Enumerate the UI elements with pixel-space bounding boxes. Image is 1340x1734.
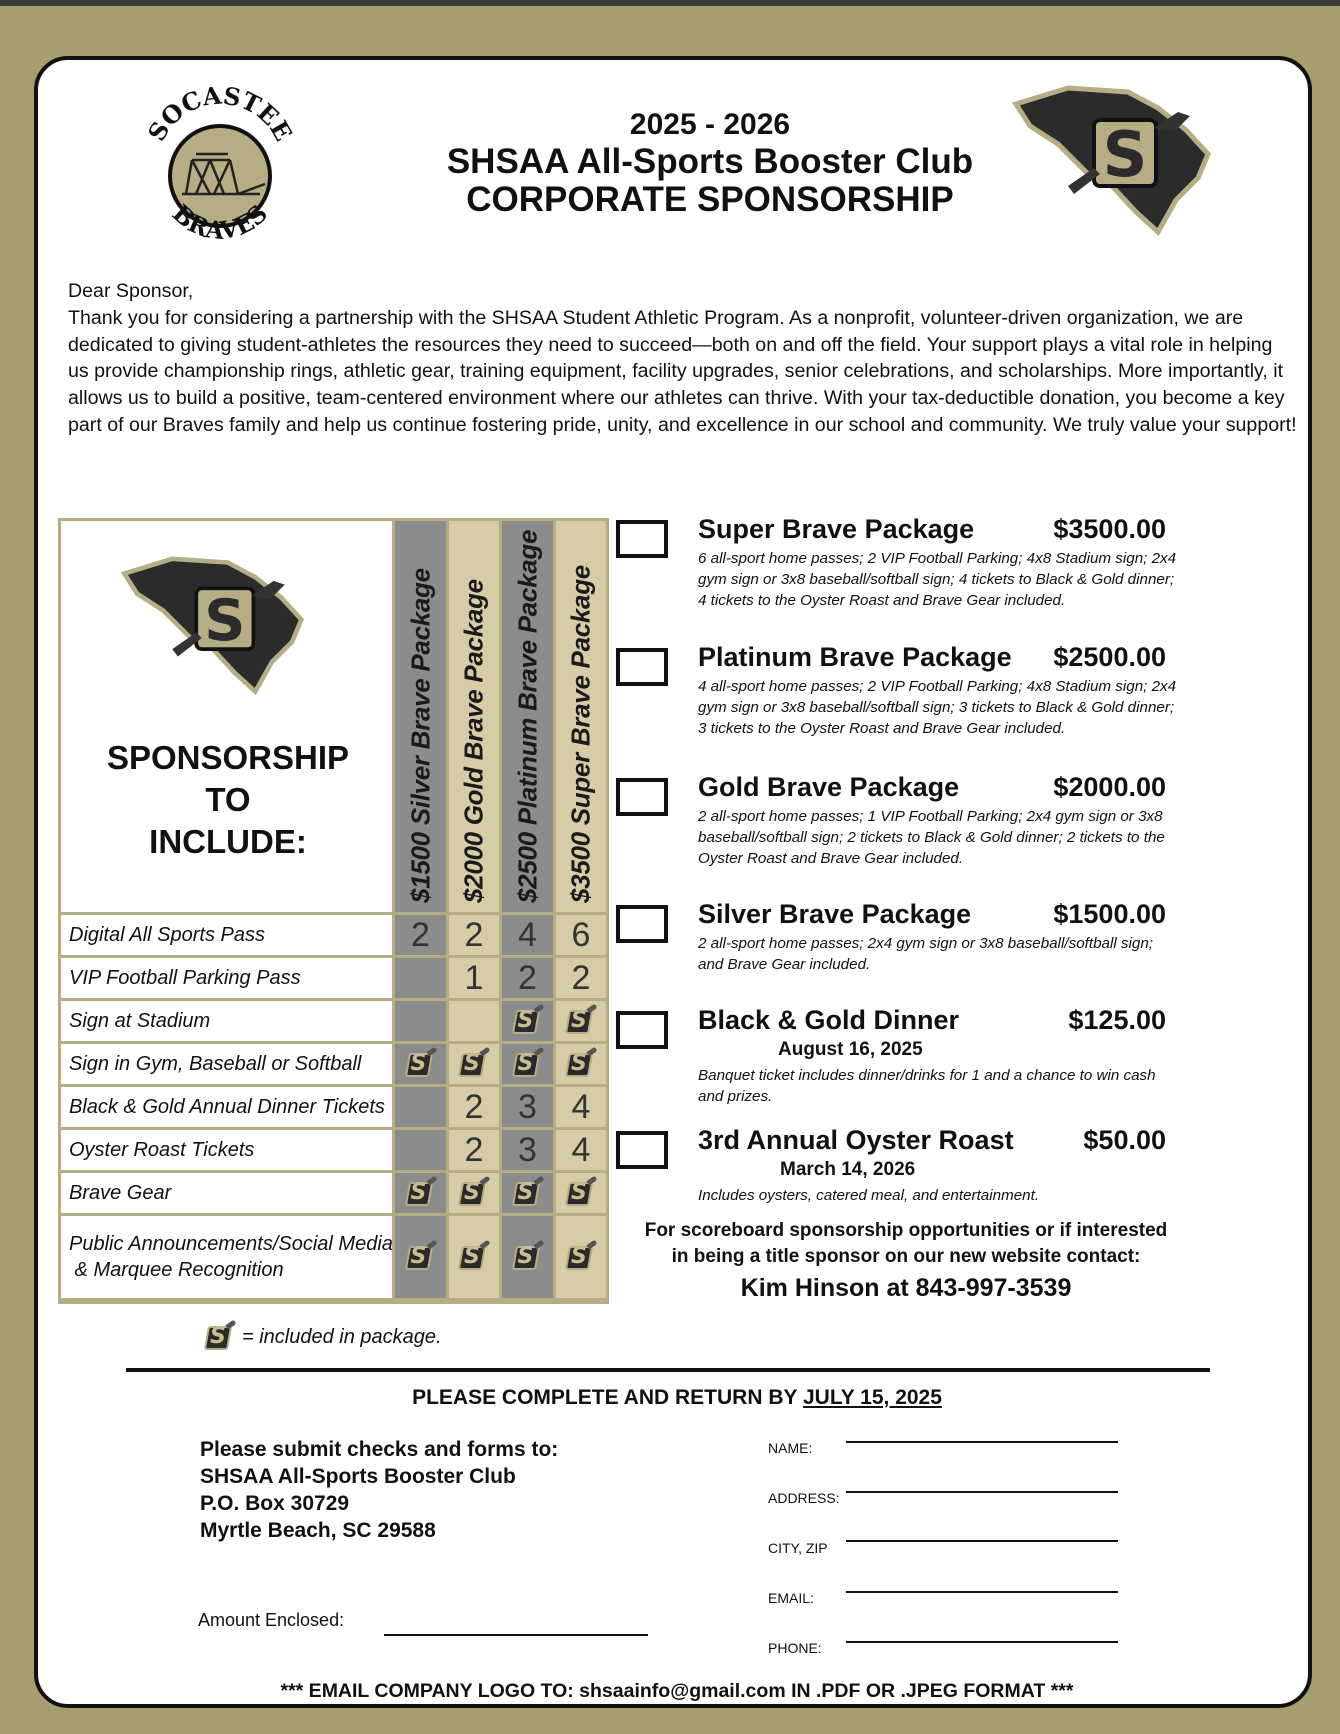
return-date: JULY 15, 2025 xyxy=(802,1386,942,1409)
table-row-label: Brave Gear xyxy=(61,1173,395,1216)
event-date: March 14, 2026 xyxy=(780,1159,916,1180)
package-checkbox[interactable] xyxy=(616,778,668,816)
submit-address: Please submit checks and forms to: SHSAA All-Sports Booster Club P.O. Box 30729 Myrtle Beach, SC 29588 xyxy=(200,1438,559,1542)
form-field-label: EMAIL: xyxy=(768,1590,814,1606)
table-cell: 2 xyxy=(556,958,606,1001)
package-price: $3500.00 xyxy=(1053,514,1166,544)
package-name: Silver Brave Package xyxy=(698,899,972,929)
package-option xyxy=(616,640,1306,750)
package-description: 4 all-sport home passes; 2 VIP Football Parking; 4x8 Stadium sign; 2x4 gym sign or 3x8 baseball/softball sign; 3 tickets to Black & Gold dinner; 3 tickets to the Oyster Roast and Brave Gear included. xyxy=(698,678,1177,737)
table-cell xyxy=(556,1044,606,1087)
sponsor-letter xyxy=(68,278,1298,439)
included-s-icon: S xyxy=(512,1006,544,1036)
sponsorship-title: SPONSORSHIP TO INCLUDE: xyxy=(106,739,350,860)
included-s-icon: S xyxy=(512,1178,544,1208)
included-s-icon: S xyxy=(512,1049,544,1079)
package-option xyxy=(616,512,1306,622)
package-description: 6 all-sport home passes; 2 VIP Football Parking; 4x8 Stadium sign; 2x4 gym sign or 3x8 baseball/softball sign; 4 tickets to Black & Gold dinner; 4 tickets to the Oyster Roast and Brave Gear included. xyxy=(698,550,1177,609)
return-deadline: PLEASE COMPLETE AND RETURN BY JULY 15, 2025 xyxy=(412,1386,942,1409)
table-cell xyxy=(502,1173,553,1216)
package-column-label: $2500 Platinum Brave Package xyxy=(512,529,542,903)
form-field-label: PHONE: xyxy=(768,1640,822,1656)
table-cell xyxy=(395,1216,446,1301)
package-name: Super Brave Package xyxy=(698,514,975,544)
package-option xyxy=(616,1003,1306,1113)
table-cell: 2 xyxy=(449,915,499,958)
included-s-icon: S xyxy=(458,1242,490,1272)
package-checkbox[interactable] xyxy=(616,905,668,943)
table-cell: 2 xyxy=(502,958,553,1001)
seal-bottom-text: BRAVES xyxy=(166,198,274,245)
package-checkbox[interactable] xyxy=(616,520,668,558)
sc-state-braves-logo-small xyxy=(117,543,329,711)
package-checkbox[interactable] xyxy=(616,1011,668,1049)
included-s-icon: S xyxy=(565,1049,597,1079)
socastee-braves-seal-logo xyxy=(130,74,310,254)
package-name: 3rd Annual Oyster Roast xyxy=(698,1125,1014,1155)
form-field-input[interactable] xyxy=(846,1540,1118,1542)
legend-text: = included in package. xyxy=(242,1325,442,1348)
package-price: $2500.00 xyxy=(1053,642,1166,672)
table-cell xyxy=(556,1001,606,1044)
table-row-label: Black & Gold Annual Dinner Tickets xyxy=(61,1087,395,1130)
top-border xyxy=(0,0,1340,6)
table-row-label: Oyster Roast Tickets xyxy=(61,1130,395,1173)
table-cell xyxy=(449,1173,499,1216)
form-field-input[interactable] xyxy=(846,1591,1118,1593)
table-cell: 2 xyxy=(449,1130,499,1173)
package-description: 2 all-sport home passes; 1 VIP Football Parking; 2x4 gym sign or 3x8 baseball/softball sign; 2 tickets to Black & Gold dinner; 2 tickets to the Oyster Roast and Brave Gear included. xyxy=(698,808,1165,867)
table-row-label: Sign in Gym, Baseball or Softball xyxy=(61,1044,395,1087)
amount-enclosed-field[interactable] xyxy=(384,1634,648,1636)
contact-name-phone: Kim Hinson at 843-997-3539 xyxy=(740,1274,1072,1302)
included-s-icon: S xyxy=(512,1242,544,1272)
table-cell: 4 xyxy=(502,915,553,958)
letter-body: Thank you for considering a partnership with the SHSAA Student Athletic Program. As a nonprofit, volunteer-driven organization, we are dedicated to giving student-athletes the resources they need to succeed—both on and off the field. Your support plays a vital role in helping us provide championship rings, athletic gear, training equipment, facility upgrades, senior celebrations, and scholarships. More importantly, it allows us to build a positive, team-centered environment where our athletes can thrive. With your tax-deductible donation, you become a key part of our Braves family and help us continue fostering pride, unity, and excellence in our school and community. We truly value your support! xyxy=(68,306,1297,436)
package-checkbox[interactable] xyxy=(616,1131,668,1169)
table-cell xyxy=(449,1001,499,1044)
table-cell: 6 xyxy=(556,915,606,958)
package-option xyxy=(616,897,1306,1007)
package-price: $50.00 xyxy=(1083,1125,1166,1155)
table-cell xyxy=(395,1130,446,1173)
table-cell: 2 xyxy=(449,1087,499,1130)
table-cell xyxy=(395,1087,446,1130)
included-s-icon: S xyxy=(565,1006,597,1036)
table-cell: 2 xyxy=(395,915,446,958)
footer-email-note: *** EMAIL COMPANY LOGO TO: shsaainfo@gmail.com IN .PDF OR .JPEG FORMAT *** xyxy=(280,1680,1074,1702)
table-cell xyxy=(502,1044,553,1087)
table-cell xyxy=(395,958,446,1001)
table-header-cell xyxy=(61,521,395,915)
included-s-icon: S xyxy=(565,1178,597,1208)
table-cell: 3 xyxy=(502,1130,553,1173)
table-row-label: Sign at Stadium xyxy=(61,1001,395,1044)
table-cell xyxy=(395,1044,446,1087)
table-cell: 3 xyxy=(502,1087,553,1130)
amount-enclosed-label: Amount Enclosed: xyxy=(198,1610,345,1630)
table-row-label: Digital All Sports Pass xyxy=(61,915,395,958)
form-field-label: CITY, ZIP xyxy=(768,1540,828,1556)
table-cell: 1 xyxy=(449,958,499,1001)
table-row-label: Public Announcements/Social Media & Marquee Recognition xyxy=(61,1216,395,1301)
table-cell xyxy=(502,1001,553,1044)
package-name: Black & Gold Dinner xyxy=(698,1005,960,1035)
table-cell xyxy=(395,1173,446,1216)
included-s-icon: S xyxy=(405,1242,437,1272)
included-s-icon: S xyxy=(405,1178,437,1208)
sponsorship-form xyxy=(34,56,1312,1708)
table-cell: 4 xyxy=(556,1087,606,1130)
package-column-label: $1500 Silver Brave Package xyxy=(405,568,435,903)
included-s-icon: S xyxy=(405,1049,437,1079)
package-column-label: $3500 Super Brave Package xyxy=(565,565,596,903)
package-price: $1500.00 xyxy=(1053,899,1166,929)
included-s-icon: S xyxy=(458,1049,490,1079)
package-checkbox[interactable] xyxy=(616,648,668,686)
included-s-icon: S xyxy=(204,1322,236,1352)
package-price: $125.00 xyxy=(1068,1005,1166,1035)
package-column-label: $2000 Gold Brave Package xyxy=(458,579,489,903)
contact-info: For scoreboard sponsorship opportunities or if interested in being a title sponsor on our new website contact: xyxy=(644,1220,1168,1267)
form-field-input[interactable] xyxy=(846,1441,1118,1443)
table-row-label: VIP Football Parking Pass xyxy=(61,958,395,1001)
package-name: Gold Brave Package xyxy=(698,772,960,802)
package-description: 2 all-sport home passes; 2x4 gym sign or 3x8 baseball/softball sign; and Brave Gear included. xyxy=(698,935,1154,973)
form-field-input[interactable] xyxy=(846,1641,1118,1643)
svg-text:S: S xyxy=(1102,118,1148,191)
package-price: $2000.00 xyxy=(1053,772,1166,802)
header-title: CORPORATE SPONSORSHIP xyxy=(466,180,954,219)
package-option xyxy=(616,1123,1306,1233)
included-s-icon: S xyxy=(458,1178,490,1208)
form-field-input[interactable] xyxy=(846,1491,1118,1493)
table-cell xyxy=(449,1044,499,1087)
event-date: August 16, 2025 xyxy=(778,1039,923,1060)
svg-text:S: S xyxy=(204,587,246,654)
header-club-name: SHSAA All-Sports Booster Club xyxy=(446,142,974,181)
divider xyxy=(126,1368,1210,1372)
package-option xyxy=(616,770,1306,880)
package-description: Includes oysters, catered meal, and entertainment. xyxy=(698,1187,1040,1204)
table-cell xyxy=(449,1216,499,1301)
table-cell xyxy=(556,1173,606,1216)
form-field-label: NAME: xyxy=(768,1440,813,1456)
seal-top-text: SOCASTEE xyxy=(141,80,299,146)
package-description: Banquet ticket includes dinner/drinks for 1 and a chance to win cash and prizes. xyxy=(698,1067,1156,1105)
package-name: Platinum Brave Package xyxy=(698,642,1012,672)
header-year: 2025 - 2026 xyxy=(629,108,791,141)
sc-state-braves-logo xyxy=(1008,82,1238,242)
table-legend xyxy=(204,1322,442,1352)
letter-greeting: Dear Sponsor, xyxy=(68,280,194,302)
sponsorship-table xyxy=(58,518,609,1304)
included-s-icon: S xyxy=(565,1242,597,1272)
table-cell xyxy=(395,1001,446,1044)
table-cell xyxy=(502,1216,553,1301)
table-cell: 4 xyxy=(556,1130,606,1173)
form-field-label: ADDRESS: xyxy=(768,1490,840,1506)
table-cell xyxy=(556,1216,606,1301)
